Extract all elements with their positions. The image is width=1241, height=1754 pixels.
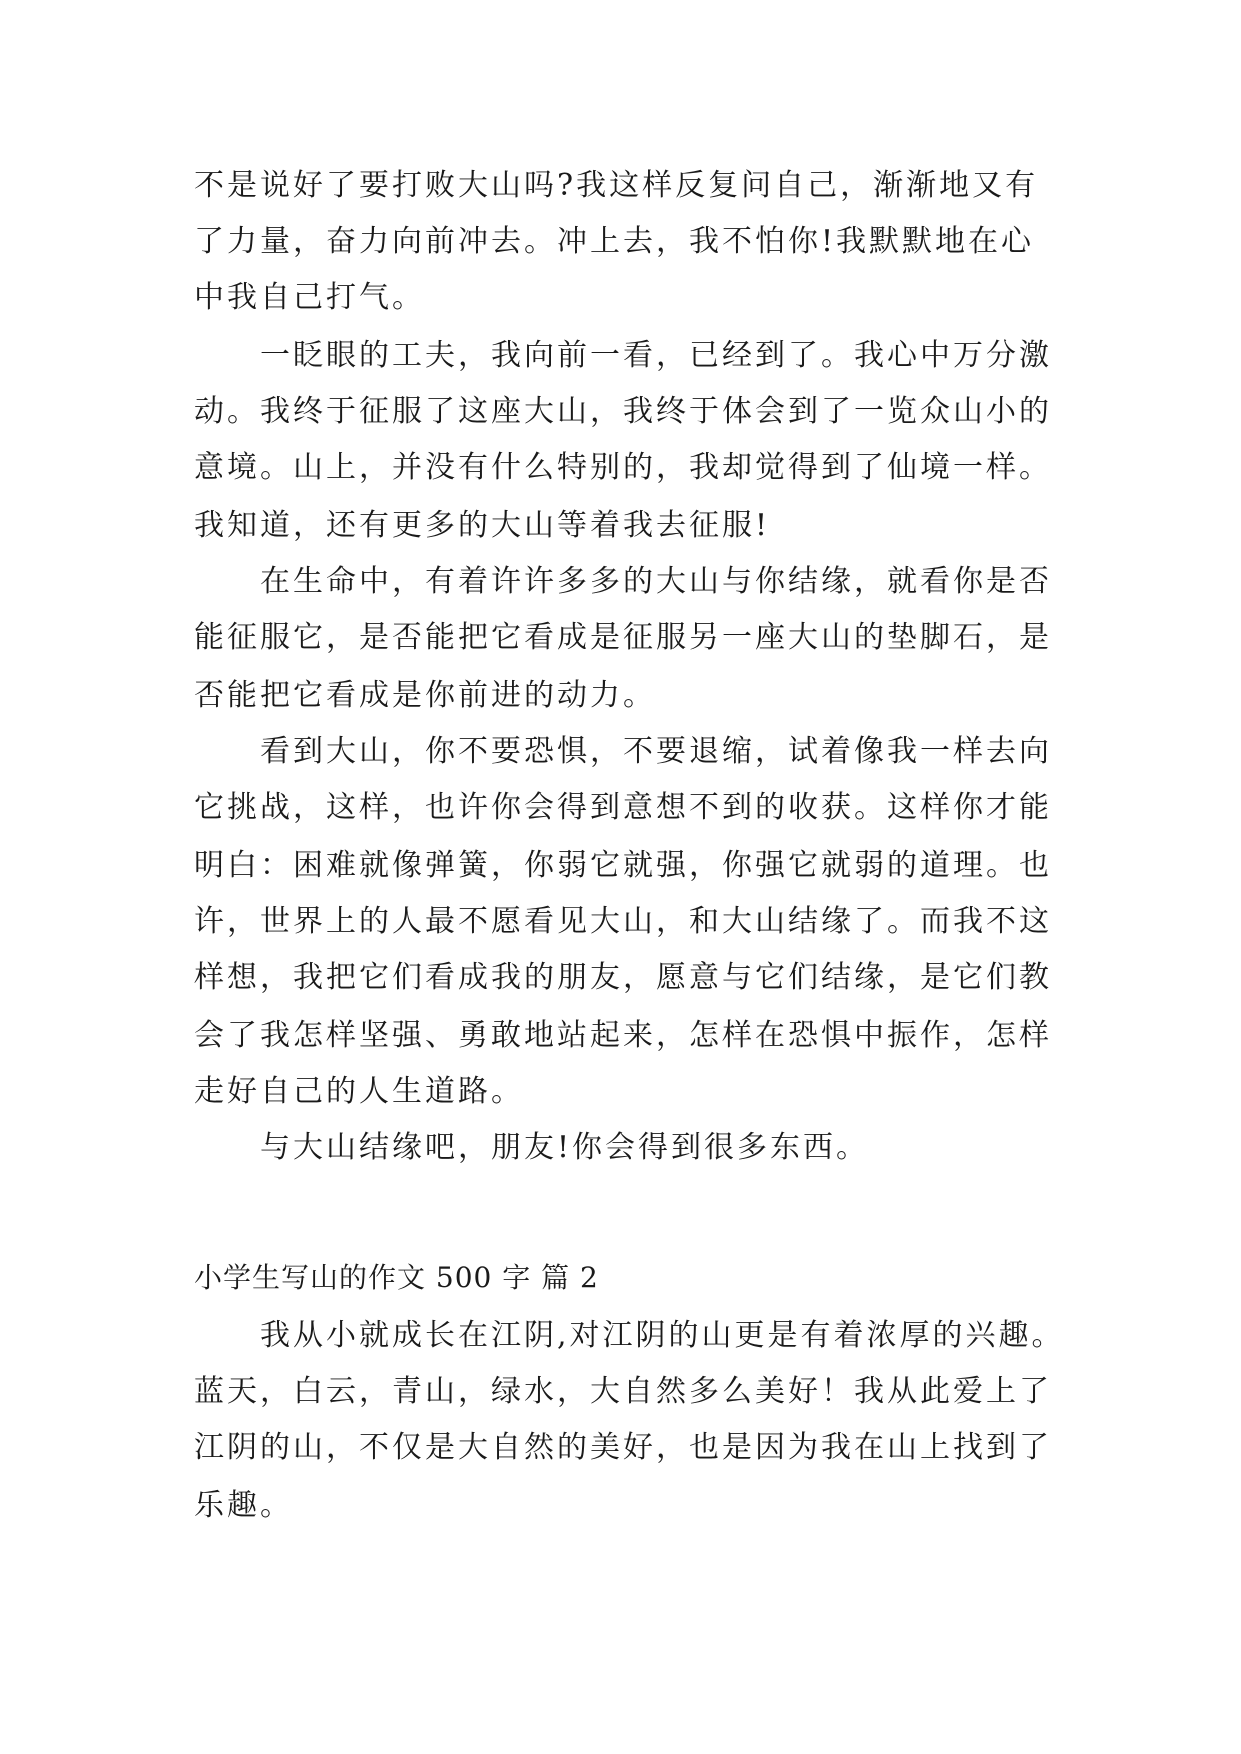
text-line: 在生命中，有着许许多多的大山与你结缘，就看你是否 <box>194 564 1052 599</box>
text-line: 许，世界上的人最不愿看见大山，和大山结缘了。而我不这 <box>194 904 1052 939</box>
text-line: 动。我终于征服了这座大山，我终于体会到了一览众山小的 <box>194 394 1052 429</box>
text-line: 一眨眼的工夫，我向前一看，已经到了。我心中万分激 <box>194 338 1052 373</box>
text-line: 能征服它，是否能把它看成是征服另一座大山的垫脚石，是 <box>194 620 1052 655</box>
text-line: 否能把它看成是你前进的动力。 <box>194 678 656 713</box>
text-line: 走好自己的人生道路。 <box>194 1074 524 1109</box>
text-line: 样想，我把它们看成我的朋友，愿意与它们结缘，是它们教 <box>194 960 1052 995</box>
text-line: 看到大山，你不要恐惧，不要退缩，试着像我一样去向 <box>194 734 1052 769</box>
text-line: 我从小就成长在江阴,对江阴的山更是有着浓厚的兴趣。 <box>194 1318 1065 1353</box>
section-heading: 小学生写山的作文 500 字 篇 2 <box>194 1261 599 1294</box>
text-line: 明白：困难就像弹簧，你弱它就强，你强它就弱的道理。也 <box>194 848 1052 883</box>
text-line: 不是说好了要打败大山吗?我这样反复问自己，渐渐地又有 <box>194 168 1039 203</box>
text-line: 乐趣。 <box>194 1488 293 1523</box>
text-line: 了力量，奋力向前冲去。冲上去，我不怕你!我默默地在心 <box>194 224 1035 259</box>
text-line: 中我自己打气。 <box>194 280 425 315</box>
text-line: 江阴的山，不仅是大自然的美好，也是因为我在山上找到了 <box>194 1430 1052 1465</box>
text-line: 我知道，还有更多的大山等着我去征服! <box>194 508 771 543</box>
text-line: 与大山结缘吧，朋友!你会得到很多东西。 <box>194 1130 870 1165</box>
text-line: 蓝天，白云，青山，绿水，大自然多么美好！我从此爱上了 <box>194 1374 1052 1409</box>
text-line: 意境。山上，并没有什么特别的，我却觉得到了仙境一样。 <box>194 450 1052 485</box>
text-line: 会了我怎样坚强、勇敢地站起来，怎样在恐惧中振作，怎样 <box>194 1018 1052 1053</box>
text-line: 它挑战，这样，也许你会得到意想不到的收获。这样你才能 <box>194 790 1052 825</box>
